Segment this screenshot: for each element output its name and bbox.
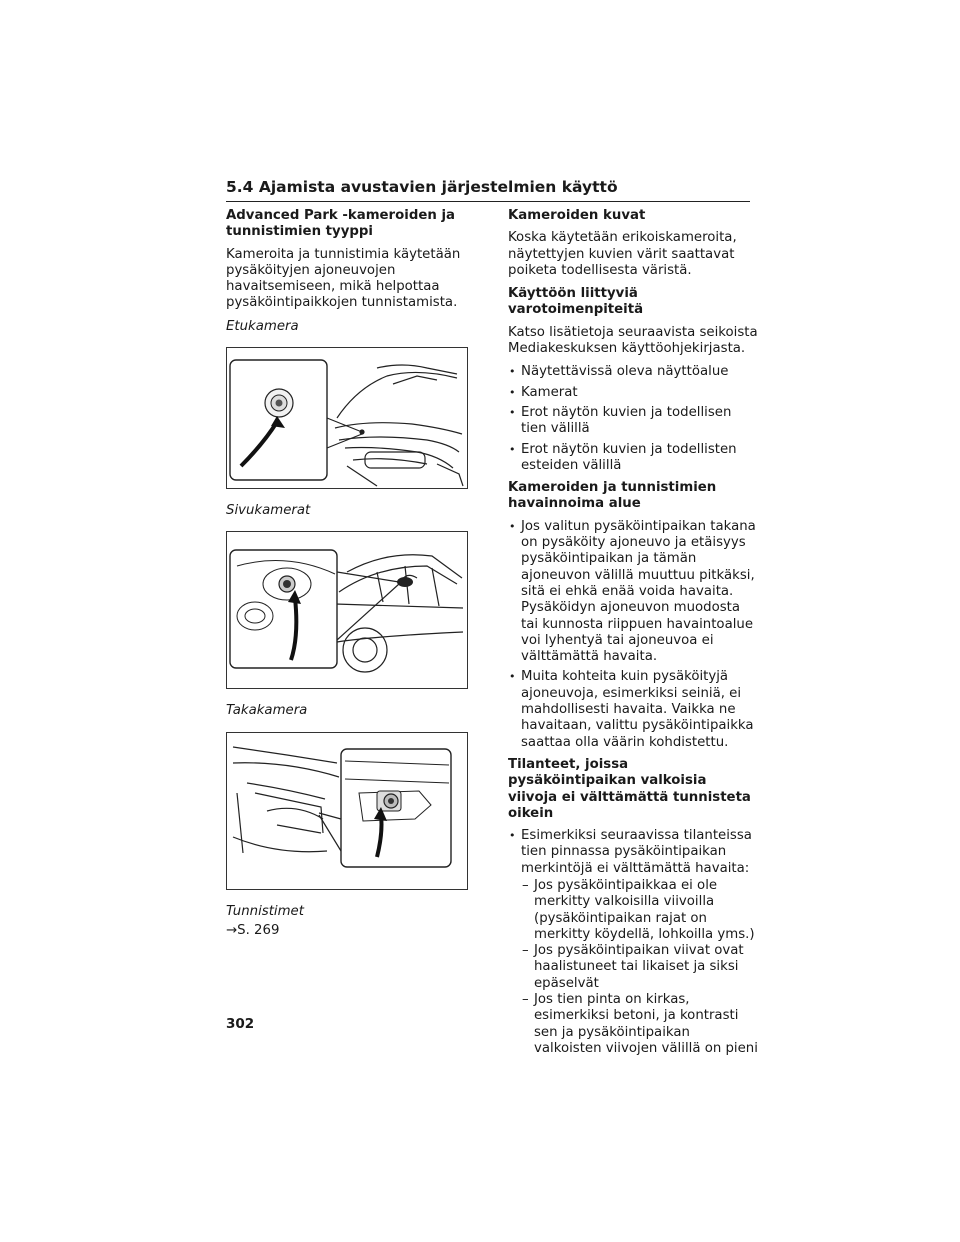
list-item: [508, 828, 758, 1057]
side-cameras-figure: [226, 531, 468, 689]
list-item: • Jos valitun pysäköintipaikan takana on pysäköity ajoneuvo ja etäisyys pysäköintipaikan ja tämän ajoneuvon välillä muuttuu pitkäksi, sitä ei ehkä enää voida havaita. Pysäköidyn ajoneuvon muodosta tai kunnosta riippuen havaintoalue voi lyhentyä tai ajoneuvoa ei välttämättä havaita.: [508, 519, 758, 666]
precautions-heading: Käyttöön liittyviä varotoimenpiteitä: [508, 286, 644, 318]
precautions-text: Katso lisätietoja seuraavista seikoista Mediakeskuksen käyttöohjekirjasta.: [508, 324, 758, 357]
camera-images-heading: Kameroiden kuvat: [508, 208, 646, 223]
situations-list: [508, 828, 758, 1057]
side-cameras-caption: Sivukamerat: [226, 503, 311, 519]
sublist-item: – Jos pysäköintipaikkaa ei ole merkitty valkoisilla viivoilla (pysäköintipaikan rajat on merkitty köydellä, lohkoilla yms.): [521, 878, 758, 943]
camera-types-heading: Advanced Park -kameroiden ja tunnistimien tyyppi: [226, 208, 455, 240]
line-recognition-heading: Tilanteet, joissa pysäköintipaikan valkoisia viivoja ei välttämättä tunnisteta oikein: [508, 756, 751, 821]
sublist-item: – Jos tien pinta on kirkas, esimerkiksi betoni, ja kontrasti sen ja pysäköintipaikan valkoisten viivojen välillä on pieni: [521, 992, 758, 1057]
front-camera-caption: Etukamera: [226, 318, 299, 334]
sensors-caption: Tunnistimet: [226, 903, 304, 919]
camera-images-text: Koska käytetään erikoiskameroita, näytettyjen kuvien värit saattavat poiketa todellisesta väristä.: [508, 230, 737, 278]
list-item: • Kamerat: [508, 385, 758, 401]
left-column: [226, 208, 474, 939]
list-item: • Erot näytön kuvien ja todellisten esteiden välillä: [508, 442, 758, 475]
front-camera-figure: [226, 347, 468, 489]
detection-list: [508, 519, 758, 751]
section-title: 5.4 Ajamista avustavien järjestelmien käyttö: [226, 176, 750, 202]
list-item: • Näytettävissä oleva näyttöalue: [508, 364, 758, 380]
page-number: 302: [226, 1016, 255, 1032]
sensors-page-reference[interactable]: →S. 269: [226, 922, 280, 938]
precautions-list: [508, 364, 758, 474]
list-item: • Muita kohteita kuin pysäköityjä ajoneuvoja, esimerkiksi seiniä, ei mahdollisesti havaita. Vaikka ne havaitaan, valittu pysäköintipaikka saattaa olla väärin kohdistettu.: [508, 669, 758, 750]
list-item: • Erot näytön kuvien ja todellisen tien välillä: [508, 405, 758, 438]
camera-types-intro: Kameroita ja tunnistimia käytetään pysäköityjen ajoneuvojen havaitsemiseen, mikä helpottaa pysäköintipaikkojen tunnistamista.: [226, 246, 461, 311]
situations-sublist: [521, 878, 758, 1057]
detection-area-heading: Kameroiden ja tunnistimien havainnoima alue: [508, 480, 717, 512]
rear-camera-caption: Takakamera: [226, 703, 308, 719]
right-column: [508, 208, 758, 1063]
rear-camera-figure: [226, 732, 468, 890]
sublist-item: – Jos pysäköintipaikan viivat ovat haalistuneet tai likaiset ja siksi epäselvät: [521, 943, 758, 992]
situations-intro: Esimerkiksi seuraavissa tilanteissa tien pinnassa pysäköintipaikan merkintöjä ei välttämättä havaita:: [521, 828, 752, 876]
